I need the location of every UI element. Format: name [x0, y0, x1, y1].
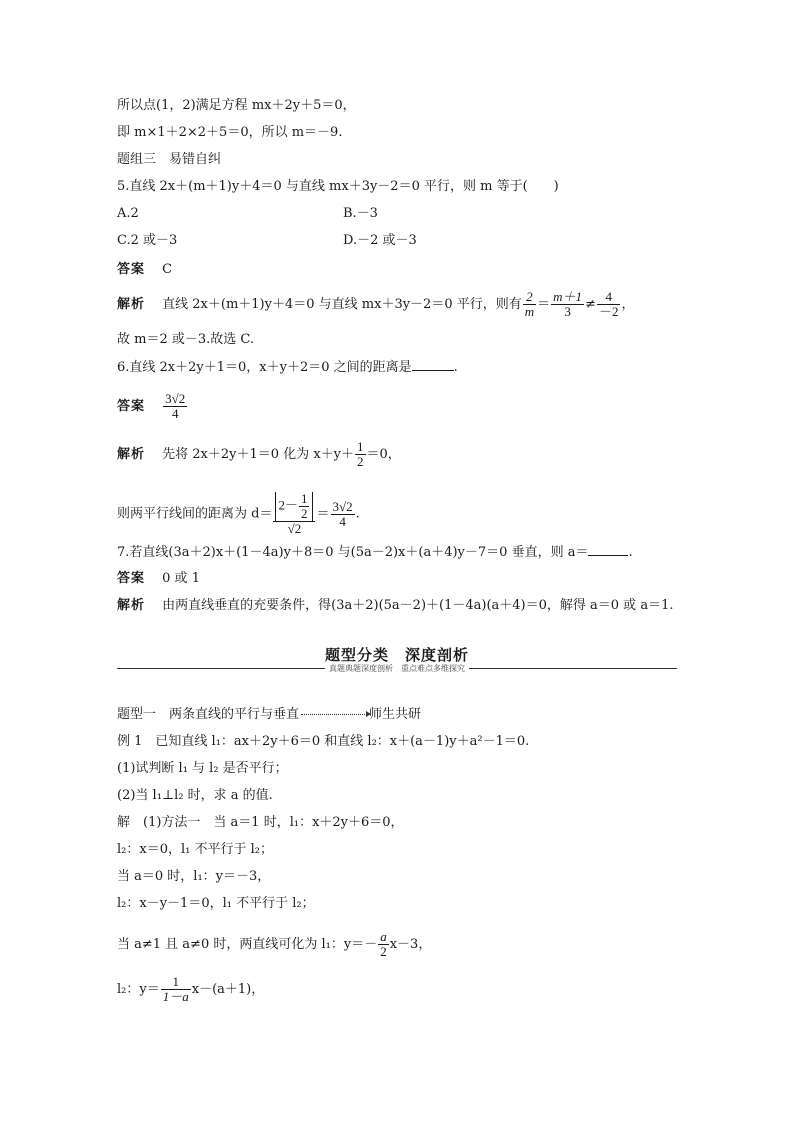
question-5: 5.直线 2x＋(m＋1)y＋4＝0 与直线 mx＋3y－2＝0 平行，则 m 等于( ) — [117, 179, 559, 194]
option-c: C.2 或－3 — [117, 233, 178, 248]
option-b: B.－3 — [343, 206, 378, 221]
fraction: $\frac{a}{2}$ — [380, 929, 387, 959]
fraction: $\frac{2}{m}$ — [524, 289, 535, 319]
arrow-icon — [301, 714, 367, 715]
solution-line: 当 a＝0 时，l₁：y＝－3， — [117, 869, 271, 884]
option-a: A.2 — [117, 206, 139, 221]
analysis-row: 解析 先将 2x＋2y＋1＝0 化为 x＋y＋ $\frac{1}{2}$ ＝0， — [117, 439, 401, 469]
answer-label: 答案 — [117, 571, 146, 586]
fraction: 2－ $\frac{1}{2}$ √2 — [273, 492, 315, 536]
question-type-heading: 题型一 两条直线的平行与垂直 师生共研 — [117, 707, 422, 722]
analysis-label: 解析 — [117, 447, 146, 462]
answer-row — [117, 392, 188, 421]
answer-label: 答案 — [117, 262, 146, 277]
answer-row — [117, 261, 172, 279]
answer-row: 答案 0 或 1 — [117, 571, 200, 586]
fraction: $\frac{1}{1-a}$ — [162, 974, 189, 1004]
banner-subtitle: 真题典题深度剖析 重点难点多维探究 — [117, 663, 677, 674]
distance-formula: 则两平行线间的距离为 d＝ 2－ $\frac{1}{2}$ √2 ＝ $\frac{3√2}{4}$ . — [117, 491, 360, 536]
banner-title: 题型分类 深度剖析 — [324, 646, 469, 664]
analysis-text: 直线 2x＋(m＋1)y＋4＝0 与直线 mx＋3y－2＝0 平行，则有 — [162, 297, 522, 312]
fraction: $\frac{m+1}{3}$ — [553, 289, 583, 319]
example-1: 例 1 已知直线 l₁：ax＋2y＋6＝0 和直线 l₂：x＋(a－1)y＋a²－1＝0. — [117, 734, 530, 749]
answer-blank — [588, 543, 628, 556]
solution-line: 当 a≠1 且 a≠0 时，两直线可化为 l₁：y＝－ $\frac{a}{2}$ x－3， — [117, 929, 432, 959]
analysis-row: 解析 直线 2x＋(m＋1)y＋4＝0 与直线 mx＋3y－2＝0 平行，则有 $\frac{2}{m}$ ＝ $\frac{m+1}{3}$ ≠ $\frac{4}{-2}$ ， — [117, 289, 635, 319]
answer-value: C — [162, 262, 173, 277]
example-1-part-1: (1)试判断 l₁ 与 l₂ 是否平行； — [117, 761, 288, 776]
solution-line: l₂：x＝0，l₁ 不平行于 l₂； — [117, 842, 273, 857]
example-1-part-2: (2)当 l₁⊥l₂ 时，求 a 的值. — [117, 788, 273, 803]
text-line: 即 m×1＋2×2＋5＝0，所以 m＝－9. — [117, 125, 343, 140]
solution-line: l₂：x－y－1＝0，l₁ 不平行于 l₂； — [117, 896, 315, 911]
answer-blank — [412, 358, 454, 371]
section-banner — [117, 644, 677, 680]
analysis-row: 解析 由两直线垂直的充要条件，得(3a＋2)(5a－2)＋(1－4a)(a＋4)＝0，解得 a＝0 或 a＝1. — [117, 598, 674, 613]
fraction: $\frac{3√2}{4}$ — [332, 498, 353, 529]
analysis-label: 解析 — [117, 598, 146, 613]
analysis-label: 解析 — [117, 297, 146, 312]
option-d: D.－2 或－3 — [343, 233, 417, 248]
subsection-heading: 题组三 易错自纠 — [117, 152, 222, 167]
question-6: 6.直线 2x＋2y＋1＝0，x＋y＋2＝0 之间的距离是 . — [117, 360, 458, 375]
solution-line: l₂：y＝ $\frac{1}{1-a}$ x－(a＋1)， — [117, 974, 265, 1004]
fraction: $\frac{1}{2}$ — [357, 439, 364, 469]
text-line: 所以点(1，2)满足方程 mx＋2y＋5＝0， — [117, 98, 356, 113]
question-7: 7.若直线(3a＋2)x＋(1－4a)y＋8＝0 与(5a－2)x＋(a＋4)y－7＝0 垂直，则 a＝ . — [117, 545, 633, 560]
analysis-result: 故 m＝2 或－3.故选 C. — [117, 332, 255, 347]
fraction: $\frac{4}{-2}$ — [598, 289, 619, 319]
answer-label: 答案 — [117, 399, 146, 414]
fraction: $\frac{3√2}{4}$ — [165, 391, 186, 421]
solution-line: 解 (1)方法一 当 a＝1 时，l₁：x＋2y＋6＝0， — [117, 815, 404, 830]
